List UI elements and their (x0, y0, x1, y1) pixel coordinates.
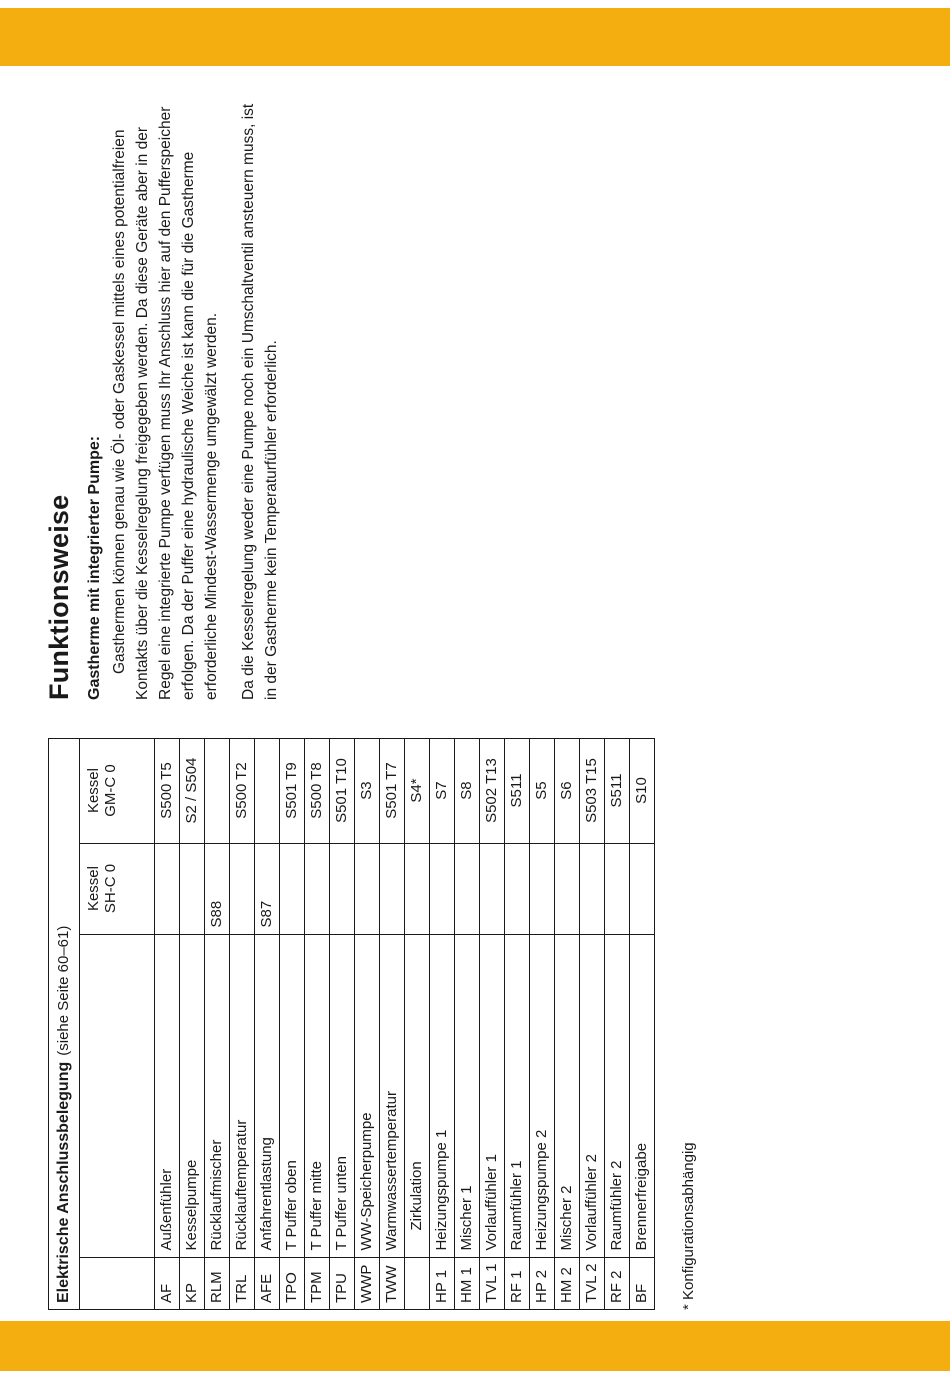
row-sh-value (355, 843, 380, 934)
row-name: T Puffer mitte (305, 934, 330, 1257)
row-sh-value (480, 843, 505, 934)
table-footnote: * Konfigurationsabhängig (680, 1142, 697, 1310)
row-sh-value (380, 843, 405, 934)
row-gm-value: S502 T13 (480, 738, 505, 843)
row-abbr: TPM (305, 1257, 330, 1309)
row-abbr: TPU (330, 1257, 355, 1309)
table-row (455, 738, 480, 1309)
table-row (405, 738, 430, 1309)
row-name: Außenfühler (155, 934, 180, 1257)
table-row (605, 738, 630, 1309)
row-abbr: RLM (205, 1257, 230, 1309)
row-name: Zirkulation (405, 934, 430, 1257)
table-body (80, 738, 655, 1309)
row-gm-value: S503 T15 (580, 738, 605, 843)
table-row (380, 738, 405, 1309)
row-name: Warmwassertemperatur (380, 934, 405, 1257)
row-abbr: HM 1 (455, 1257, 480, 1309)
header-abbr-cell (80, 1257, 155, 1309)
table-caption-title: Elektrische Anschlussbelegung (55, 1061, 73, 1303)
row-sh-value (580, 843, 605, 934)
row-name: Raumfühler 2 (605, 934, 630, 1257)
row-gm-value (255, 738, 280, 843)
row-abbr: HP 2 (530, 1257, 555, 1309)
header-sh-line2: SH-C 0 (101, 863, 119, 914)
row-abbr: RF 2 (605, 1257, 630, 1309)
row-name: T Puffer unten (330, 934, 355, 1257)
table-row (630, 738, 655, 1309)
table-row (205, 738, 230, 1309)
table-caption-note: (siehe Seite 60–61) (55, 925, 73, 1056)
section-title: Funktionsweise (44, 494, 74, 700)
header-gm-line1: Kessel (85, 768, 102, 814)
row-gm-value: S2 / S504 (180, 738, 205, 843)
table-header-row (80, 738, 155, 1309)
table-row (530, 738, 555, 1309)
row-gm-value: S500 T8 (305, 738, 330, 843)
paragraph-1: Gasthermen können genau wie Öl- oder Gaskessel mittels eines potentialfreien Kontakts über die Kesselregelung freigegeben werden. Da diese Geräte aber in der Regel eine integrierte Pumpe verfügen muss Ihr Anschluss hier auf den Pufferspeicher erfolgen. Da der Puffer eine hydraulische Weiche ist kann die für die Gastherme erforderliche Mindest-Wassermenge umgewälzt werden. (111, 106, 220, 700)
row-name: T Puffer oben (280, 934, 305, 1257)
row-gm-value: S511 (605, 738, 630, 843)
row-name: Mischer 1 (455, 934, 480, 1257)
row-sh-value (530, 843, 555, 934)
header-sh-line1: Kessel (85, 866, 102, 912)
bottom-accent-band (0, 1321, 950, 1371)
row-gm-value: S7 (430, 738, 455, 843)
paragraph-2: Da die Kesselregelung weder eine Pumpe noch ein Umschaltventil ansteuern muss, ist in der Gastherme kein Temperaturfühler erforderlich. (240, 103, 280, 700)
row-sh-value (605, 843, 630, 934)
row-sh-value (505, 843, 530, 934)
header-gm-cell (80, 738, 155, 843)
table-row (230, 738, 255, 1309)
row-gm-value: S3 (355, 738, 380, 843)
row-sh-value: S88 (205, 843, 230, 934)
row-sh-value (430, 843, 455, 934)
row-gm-value: S5 (530, 738, 555, 843)
connection-table-wrapper (48, 738, 655, 1310)
table-row (480, 738, 505, 1309)
row-abbr: TVL 1 (480, 1257, 505, 1309)
row-sh-value (555, 843, 580, 934)
row-abbr: TVL 2 (580, 1257, 605, 1309)
table-row (305, 738, 330, 1309)
row-name: Anfahrentlastung (255, 934, 280, 1257)
row-sh-value: S87 (255, 843, 280, 934)
row-abbr: TPO (280, 1257, 305, 1309)
row-name: Vorlauffühler 2 (580, 934, 605, 1257)
row-gm-value: S500 T5 (155, 738, 180, 843)
row-abbr: TWW (380, 1257, 405, 1309)
row-name: Heizungspumpe 1 (430, 934, 455, 1257)
row-abbr: WWP (355, 1257, 380, 1309)
header-name-cell (80, 934, 155, 1257)
row-sh-value (405, 843, 430, 934)
table-row (505, 738, 530, 1309)
row-name: Rücklaufmischer (205, 934, 230, 1257)
row-name: Vorlauffühler 1 (480, 934, 505, 1257)
row-sh-value (280, 843, 305, 934)
row-abbr: HP 1 (430, 1257, 455, 1309)
table-caption (49, 738, 80, 1309)
row-name: Rücklauftemperatur (230, 934, 255, 1257)
row-abbr: AFE (255, 1257, 280, 1309)
row-name: Brennerfreigabe (630, 934, 655, 1257)
row-sh-value (230, 843, 255, 934)
row-gm-value: S511 (505, 738, 530, 843)
table-row (155, 738, 180, 1309)
row-gm-value: S500 T2 (230, 738, 255, 843)
row-name: Kesselpumpe (180, 934, 205, 1257)
row-gm-value: S501 T9 (280, 738, 305, 843)
row-abbr: RF 1 (505, 1257, 530, 1309)
row-gm-value (205, 738, 230, 843)
row-gm-value: S6 (555, 738, 580, 843)
row-gm-value: S501 T7 (380, 738, 405, 843)
row-name: WW-Speicherpumpe (355, 934, 380, 1257)
row-sh-value (180, 843, 205, 934)
row-gm-value: S501 T10 (330, 738, 355, 843)
row-sh-value (455, 843, 480, 934)
table-row (555, 738, 580, 1309)
connection-table (48, 738, 655, 1310)
row-abbr: AF (155, 1257, 180, 1309)
section-subtitle: Gastherme mit integrierter Pumpe: (86, 435, 103, 700)
rotated-page-content (40, 90, 780, 1310)
table-row (280, 738, 305, 1309)
header-gm-line2: GM-C 0 (101, 764, 119, 817)
row-abbr (405, 1257, 430, 1309)
table-row (430, 738, 455, 1309)
table-row (355, 738, 380, 1309)
row-gm-value: S10 (630, 738, 655, 843)
row-sh-value (305, 843, 330, 934)
table-row (180, 738, 205, 1309)
row-sh-value (630, 843, 655, 934)
row-name: Heizungspumpe 2 (530, 934, 555, 1257)
table-row (255, 738, 280, 1309)
description-column (44, 100, 297, 700)
row-name: Mischer 2 (555, 934, 580, 1257)
row-abbr: HM 2 (555, 1257, 580, 1309)
row-gm-value: S4* (405, 738, 430, 843)
row-abbr: BF (630, 1257, 655, 1309)
row-sh-value (155, 843, 180, 934)
row-sh-value (330, 843, 355, 934)
table-row (580, 738, 605, 1309)
row-abbr: KP (180, 1257, 205, 1309)
top-accent-band (0, 8, 950, 66)
header-sh-cell (80, 843, 155, 934)
table-row (330, 738, 355, 1309)
row-gm-value: S8 (455, 738, 480, 843)
row-name: Raumfühler 1 (505, 934, 530, 1257)
row-abbr: TRL (230, 1257, 255, 1309)
